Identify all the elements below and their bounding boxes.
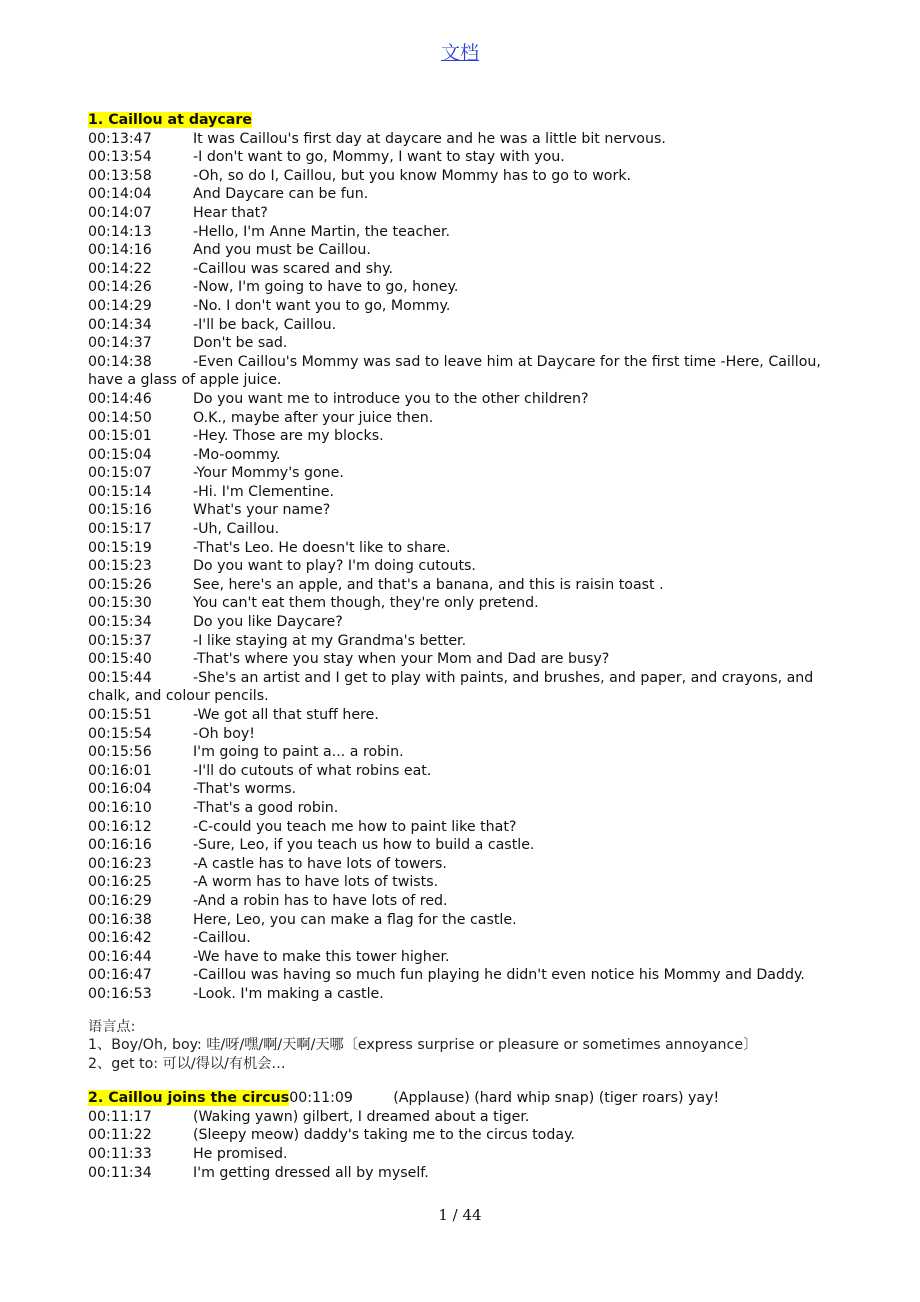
line-text: -That's a good robin. [193,799,339,816]
timestamp: 00:14:04 [88,186,152,203]
transcript-line [88,334,838,353]
transcript-line [88,483,838,502]
timestamp: 00:15:37 [88,632,152,649]
timestamp: 00:14:07 [88,204,152,221]
timestamp: 00:16:23 [88,855,152,872]
transcript-line [88,501,838,520]
line-text: Do you like Daycare? [193,614,343,631]
transcript-line [88,1126,838,1145]
line-text: -No. I don't want you to go, Mommy. [193,297,451,314]
line-text: Don't be sad. [193,335,288,352]
timestamp: 00:14:13 [88,223,152,240]
line-text: -That's where you stay when your Mom and Dad are busy? [193,651,610,668]
line-text: -Caillou. [193,930,251,947]
transcript-line [88,427,838,446]
timestamp: 00:16:16 [88,837,152,854]
line-text: -Hello, I'm Anne Martin, the teacher. [193,223,451,240]
line-text: See, here's an apple, and that's a banana, and this is raisin toast . [193,576,664,593]
line-text: I'm going to paint a... a robin. [193,744,404,761]
section-2 [88,1089,838,1182]
timestamp: 00:16:04 [88,781,152,798]
timestamp: 00:13:47 [88,130,152,147]
transcript-line [88,557,838,576]
timestamp: 00:16:29 [88,892,152,909]
transcript-line [88,911,838,930]
line-text: -Oh, so do I, Caillou, but you know Mommy has to go to work. [193,167,632,184]
timestamp: 00:14:37 [88,335,152,352]
transcript-line [88,520,838,539]
transcript-line [88,706,838,725]
transcript-line [88,743,838,762]
transcript-line [88,669,838,706]
timestamp: 00:14:16 [88,242,152,259]
timestamp: 00:15:54 [88,725,152,742]
transcript-line [88,632,838,651]
language-notes [88,1018,838,1074]
timestamp: 00:14:26 [88,279,152,296]
line-text: It was Caillou's first day at daycare and he was a little bit nervous. [193,130,666,147]
line-text: -We got all that stuff here. [193,707,379,723]
transcript-line [88,1089,838,1108]
line-text: -Hi. I'm Clementine. [193,483,335,500]
transcript-line [88,799,838,818]
timestamp: 00:15:44 [88,669,152,686]
page-number: 1 / 44 [438,1206,482,1224]
transcript-line [88,873,838,892]
transcript-line [88,185,838,204]
line-text: -She's an artist and I get to play with paints, and brushes, and paper, and crayons, and chalk, and colour pencils. [88,669,814,705]
line-text: And you must be Caillou. [193,242,371,259]
transcript-line [88,892,838,911]
line-text: I'm getting dressed all by myself. [193,1164,429,1181]
timestamp: 00:16:25 [88,874,152,891]
timestamp: 00:14:46 [88,390,152,407]
transcript-line [88,966,838,985]
transcript-line [88,464,838,483]
line-text: -I'll be back, Caillou. [193,316,337,333]
transcript-line [88,223,838,242]
timestamp: 00:16:44 [88,948,152,965]
line-text: -Sure, Leo, if you teach us how to build a castle. [193,837,535,854]
timestamp: 00:15:51 [88,707,152,723]
transcript-line [88,855,838,874]
line-text: Do you want me to introduce you to the other children? [193,390,589,407]
section-1-title: 1. Caillou at daycare [88,112,253,128]
line-text: -And a robin has to have lots of red. [193,892,448,909]
transcript-line [88,725,838,744]
timestamp: 00:16:47 [88,967,152,984]
timestamp: 00:15:19 [88,539,152,556]
timestamp: 00:16:01 [88,762,152,779]
line-text: -C-could you teach me how to paint like that? [193,818,517,835]
transcript-line [88,316,838,335]
line-text: -Caillou was scared and shy. [193,260,394,277]
timestamp: 00:16:10 [88,799,152,816]
transcript-line [88,539,838,558]
line-text: -Look. I'm making a castle. [193,985,384,1002]
timestamp: 00:15:04 [88,446,152,463]
transcript-line [88,353,838,390]
line-text: O.K., maybe after your juice then. [193,409,434,426]
line-text: And Daycare can be fun. [193,186,369,203]
timestamp: 00:11:22 [88,1127,152,1144]
line-text: You can't eat them though, they're only pretend. [193,595,539,612]
timestamp: 00:14:22 [88,260,152,277]
transcript-line [88,762,838,781]
notes-item: 1、Boy/Oh, boy: 哇/呀/嘿/啊/天啊/天哪〔express surprise or pleasure or sometimes annoyance〕 [88,1037,758,1054]
timestamp: 00:15:01 [88,428,152,445]
timestamp: 00:11:17 [88,1108,152,1125]
transcript-line [88,167,838,186]
timestamp: 00:14:34 [88,316,152,333]
line-text: -Oh boy! [193,725,255,742]
transcript-line [88,409,838,428]
transcript-line [88,594,838,613]
transcript-line [88,297,838,316]
section-1-transcript [88,130,838,1004]
timestamp: 00:15:07 [88,465,152,482]
transcript-line [88,204,838,223]
timestamp: 00:15:30 [88,595,152,612]
timestamp: 00:15:56 [88,744,152,761]
transcript-line [88,278,838,297]
timestamp: 00:14:50 [88,409,152,426]
line-text: -We have to make this tower higher. [193,948,450,965]
timestamp: 00:15:14 [88,483,152,500]
timestamp: 00:13:58 [88,167,152,184]
line-text: -Even Caillou's Mommy was sad to leave him at Daycare for the first time -Here, Caillou, have a glass of apple juice. [88,353,821,389]
line-text: -That's Leo. He doesn't like to share. [193,539,451,556]
line-text: -I don't want to go, Mommy, I want to stay with you. [193,149,565,166]
transcript-line [88,929,838,948]
timestamp: 00:14:38 [88,353,152,370]
timestamp: 00:15:17 [88,521,152,538]
line-text: Do you want to play? I'm doing cutouts. [193,558,476,575]
transcript-line [88,148,838,167]
line-text: -Caillou was having so much fun playing he didn't even notice his Mommy and Daddy. [193,967,805,984]
line-text: (Sleepy meow) daddy's taking me to the circus today. [193,1127,575,1144]
timestamp: 00:11:09 [289,1090,353,1107]
transcript-line [88,260,838,279]
timestamp: 00:15:40 [88,651,152,668]
line-text: -Mo-oommy. [193,446,281,463]
line-text: -A worm has to have lots of twists. [193,874,439,891]
line-text: -Hey. Those are my blocks. [193,428,384,445]
timestamp: 00:16:53 [88,985,152,1002]
transcript-line [88,241,838,260]
line-text: (Applause) (hard whip snap) (tiger roars) yay! [393,1090,720,1107]
transcript-line [88,446,838,465]
timestamp: 00:15:16 [88,502,152,519]
timestamp: 00:14:29 [88,297,152,314]
section-1 [88,111,838,1004]
timestamp: 00:15:23 [88,558,152,575]
line-text: Here, Leo, you can make a flag for the castle. [193,911,517,928]
transcript-line [88,780,838,799]
line-text: Hear that? [193,204,268,221]
timestamp: 00:16:38 [88,911,152,928]
transcript-line [88,1108,838,1127]
timestamp: 00:11:34 [88,1164,152,1181]
transcript-line [88,948,838,967]
transcript-line [88,985,838,1004]
timestamp: 00:15:26 [88,576,152,593]
line-text: What's your name? [193,502,331,519]
line-text: -Uh, Caillou. [193,521,280,538]
section-2-transcript [88,1108,838,1182]
line-text: -Now, I'm going to have to go, honey. [193,279,459,296]
document-body [88,111,838,1182]
line-text: He promised. [193,1146,288,1163]
notes-item: 2、get to: 可以/得以/有机会… [88,1055,286,1072]
transcript-line [88,1164,838,1183]
transcript-line [88,836,838,855]
transcript-line [88,613,838,632]
transcript-line [88,818,838,837]
document-header: 文档 [440,42,479,64]
transcript-line [88,1145,838,1164]
line-text: (Waking yawn) gilbert, I dreamed about a tiger. [193,1108,530,1125]
timestamp: 00:13:54 [88,149,152,166]
timestamp: 00:16:42 [88,930,152,947]
timestamp: 00:11:33 [88,1146,152,1163]
line-text: -I'll do cutouts of what robins eat. [193,762,432,779]
section-2-title: 2. Caillou joins the circus [88,1090,290,1107]
transcript-line [88,650,838,669]
transcript-line [88,390,838,409]
notes-heading: 语言点: [88,1018,136,1035]
transcript-line [88,576,838,595]
timestamp: 00:15:34 [88,614,152,631]
line-text: -Your Mommy's gone. [193,465,344,482]
transcript-line [88,130,838,149]
line-text: -That's worms. [193,781,297,798]
line-text: -A castle has to have lots of towers. [193,855,447,872]
line-text: -I like staying at my Grandma's better. [193,632,467,649]
timestamp: 00:16:12 [88,818,152,835]
